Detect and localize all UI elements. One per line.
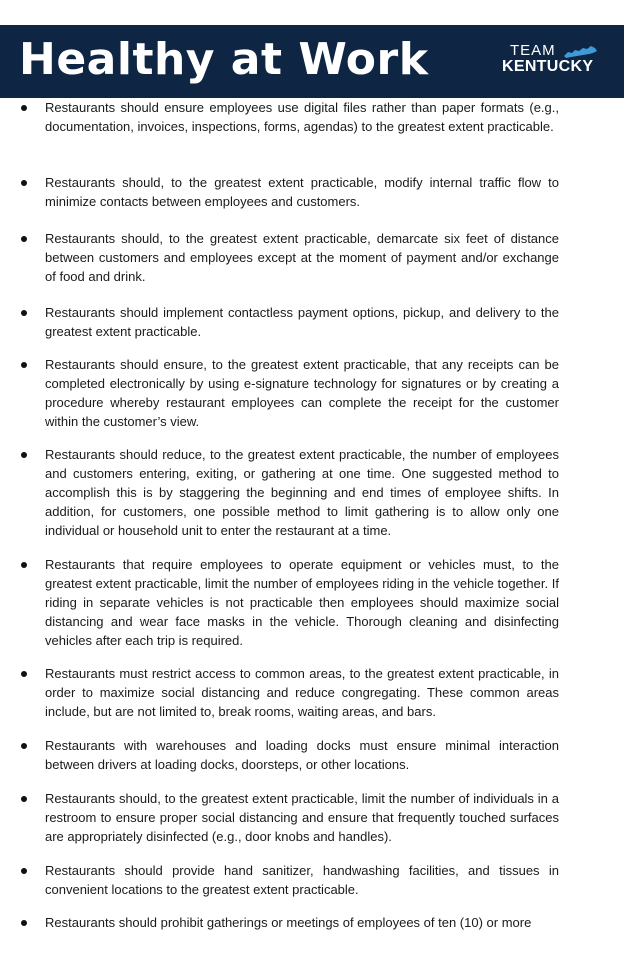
bullet-icon (21, 868, 27, 874)
bullet-icon (21, 310, 27, 316)
bullet-icon (21, 920, 27, 926)
bullet-icon (21, 796, 27, 802)
logo-line-kentucky: KENTUCKY (502, 58, 594, 75)
list-item-text: Restaurants should implement contactless payment options, pickup, and delivery to the greatest extent practicable. (45, 305, 559, 339)
list-item-text: Restaurants should ensure, to the greatest extent practicable, that any receipts can be completed electronically by using e-signature technology for signatures or by creating a procedure whereby restaurant employees can complete the receipt for the customer within the customer’s view. (45, 357, 559, 429)
list-item-text: Restaurants that require employees to operate equipment or vehicles must, to the greatest extent practicable, limit the number of employees riding in the vehicle together. If riding in separate vehicles is not practicable then employees should maximize social distancing and wear face masks in the vehicle. Thorough cleaning and disinfecting vehicles after each trip is required. (45, 557, 559, 648)
list-item-text: Restaurants should provide hand sanitizer, handwashing facilities, and tissues in convenient locations to the greatest extent practicable. (45, 863, 559, 897)
bullet-icon (21, 105, 27, 111)
bullet-icon (21, 362, 27, 368)
team-kentucky-logo (502, 43, 602, 79)
list-item-text: Restaurants should ensure employees use digital files rather than paper formats (e.g., documentation, invoices, inspections, forms, agendas) to the greatest extent practicable. (45, 100, 559, 134)
bullet-icon (21, 562, 27, 568)
bullet-icon (21, 671, 27, 677)
kentucky-state-icon (562, 45, 598, 59)
list-item-text: Restaurants should, to the greatest extent practicable, demarcate six feet of distance between customers and employees except at the moment of payment and/or exchange of food and drink. (45, 231, 559, 284)
bullet-icon (21, 236, 27, 242)
list-item-text: Restaurants should prohibit gatherings or meetings of employees of ten (10) or more (45, 915, 532, 930)
list-item-text: Restaurants should reduce, to the greatest extent practicable, the number of employees and customers entering, exiting, or gathering at one time. One suggested method to accomplish this is by staggering the beginning and end times of employee shifts. In addition, for customers, one possible method to limit gathering is to allow only one individual or household unit to enter the restaurant at a time. (45, 447, 559, 538)
bullet-icon (21, 452, 27, 458)
list-item-text: Restaurants should, to the greatest extent practicable, modify internal traffic flow to minimize contacts between employees and customers. (45, 175, 559, 209)
bullet-icon (21, 743, 27, 749)
page-title: Healthy at Work (19, 34, 429, 85)
logo-line-team: TEAM (510, 42, 556, 59)
bullet-icon (21, 180, 27, 186)
list-item-text: Restaurants with warehouses and loading docks must ensure minimal interaction between drivers at loading docks, doorsteps, or other locations. (45, 738, 559, 772)
header-banner (0, 25, 624, 98)
list-item-text: Restaurants should, to the greatest extent practicable, limit the number of individuals in a restroom to ensure proper social distancing and ensure that frequently touched surfaces are appropriately disinfected (e.g., door knobs and handles). (45, 791, 559, 844)
list-item-text: Restaurants must restrict access to common areas, to the greatest extent practicable, in order to maximize social distancing and reduce congregating. These common areas include, but are not limited to, break rooms, waiting areas, and bars. (45, 666, 559, 719)
